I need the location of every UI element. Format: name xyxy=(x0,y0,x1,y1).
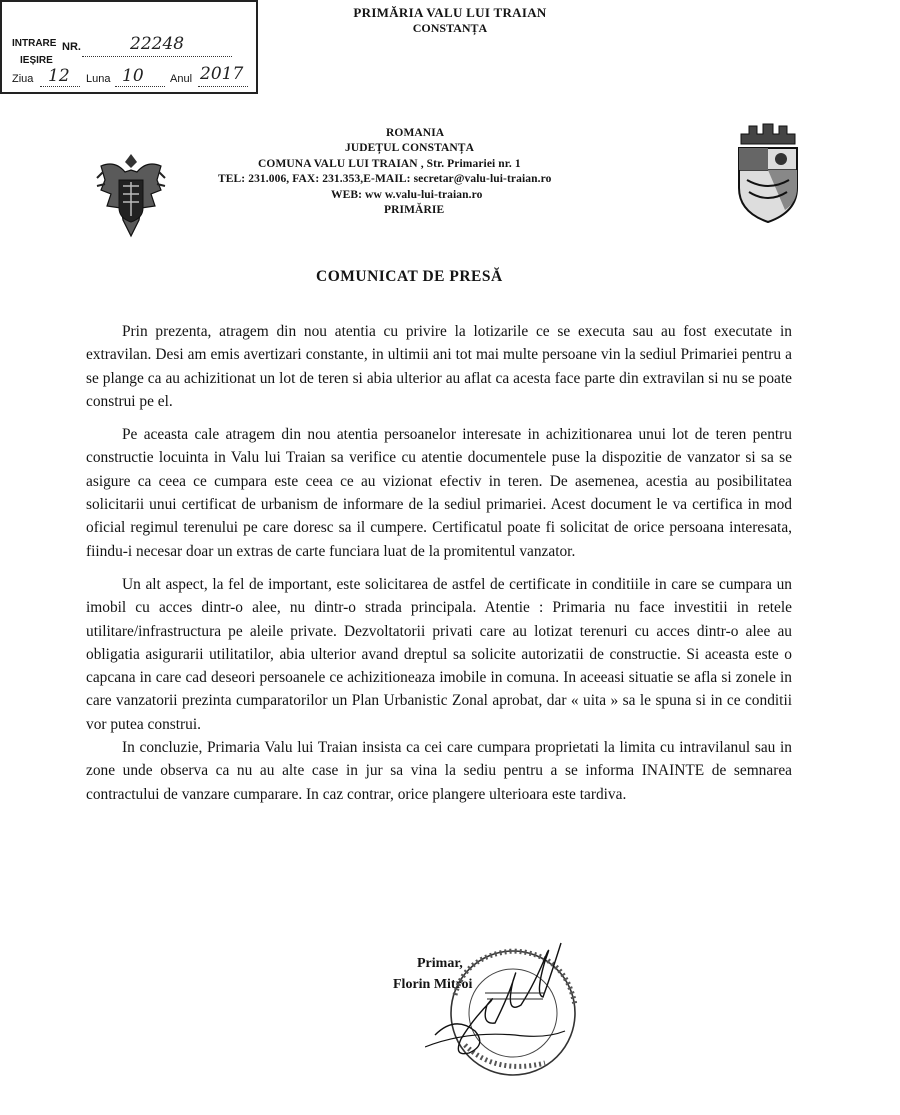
stamp-iesire-label: IEȘIRE xyxy=(20,55,53,66)
header-country: ROMANIA xyxy=(386,127,445,139)
stamp-luna-label: Luna xyxy=(86,73,111,85)
paragraph: Un alt aspect, la fel de important, este solicitarea de astfel de certificate in conditiile in care se cumpara un imobil cu acces dintr-o alee, nu dintr-o strada principala. Atentie : Primaria nu face investitii in retele utilitare/infrastructura pe aleile private. Dezvoltatorii privati care au lotizat terenuri cu acces dintr-o alee au obligatia asigurarii utilitatilor, abia ulterior avand dreptul sa solicite autorizatii de constructie. Si aceasta este o capcana in care cad deseori persoanele ce achizitioneaza imobile in comuna. In aceeasi situatie se afla si zonele in care vanzatorii prezinta cumparatorilor un Plan Urbanistic Zonal aprobat, dar « uita » sa le spuna si in ce conditii vor putea construi. xyxy=(86,575,792,733)
stamp-ziua-value: 12 xyxy=(48,66,70,86)
official-seal xyxy=(425,935,595,1085)
header-county: JUDEȚUL CONSTANȚA xyxy=(345,142,474,154)
stamp-luna-value: 10 xyxy=(122,66,144,86)
header-web: WEB: ww w.valu-lui-traian.ro xyxy=(331,189,483,201)
header-contact: TEL: 231.006, FAX: 231.353,E-MAIL: secretar@valu-lui-traian.ro xyxy=(218,173,552,185)
stamp-intrare-label: INTRARE xyxy=(12,38,57,49)
paragraph: In concluzie, Primaria Valu lui Traian insista ca cei care cumpara proprietati la limita cu intravilanul sau in zone unde observa ca nu au alte case in jur sa vina la sediu pentru a se informa INAINTE de semnarea contractului de vanzare cumparare. In caz contrar, orice plangere ulterioara este tardiva. xyxy=(86,739,792,803)
stamp-anul-value: 2017 xyxy=(200,64,244,84)
paragraph: Pe aceasta cale atragem din nou atentia persoanelor interesate in achizitionarea unui lot de teren pentru constructie locuinta in Valu lui Traian sa verifice cu atentie documentele puse la dispozitie de vanzator si sa se asigure ca ceea ce cumpara este ceea ce au vizionat efectiv in teren. De asemenea, acestia au posibilitatea solicitarii unui certificat de urbanism de informare de la sediul primariei. Acest document le va certifica in mod oficial regimul terenului pe care doresc sa il cumpere. Certificatul poate fi solicitat de orice persoana interesata, fiindu-i necesar doar un extras de carte funciara luat de la promitentul vanzator. xyxy=(86,426,792,560)
stamp-anul-label: Anul xyxy=(170,73,193,85)
stamp-title: PRIMĂRIA VALU LUI TRAIAN xyxy=(353,5,547,20)
paragraph: Prin prezenta, atragem din nou atentia cu privire la lotizarile ce se executa sau au fost executate in extravilan. Desi am emis avertizari constante, in ultimii ani tot mai multe persoane vin la sediul Primariei pentru a se plange ca au achizitionat un lot de teren si abia ulterior au aflat ca acesta face parte din extravilan si nu se poate construi pe el. xyxy=(86,323,792,410)
stamp-subtitle: CONSTANȚA xyxy=(412,21,488,35)
header-institution: PRIMĂRIE xyxy=(384,204,445,216)
stamp-nr-value: 22248 xyxy=(130,34,185,54)
romania-coat-of-arms-icon xyxy=(95,150,167,242)
stamp-nr-label: NR. xyxy=(62,41,81,53)
registration-stamp xyxy=(0,0,547,94)
signature-name: Florin Mitroi xyxy=(393,977,473,992)
document-body xyxy=(86,320,792,806)
header-commune-address: COMUNA VALU LUI TRAIAN , Str. Primariei nr. 1 xyxy=(258,158,521,170)
commune-coat-of-arms-icon xyxy=(735,122,801,224)
document-title: COMUNICAT DE PRESĂ xyxy=(316,268,503,285)
signature-role: Primar, xyxy=(417,956,463,971)
stamp-ziua-label: Ziua xyxy=(12,73,34,85)
